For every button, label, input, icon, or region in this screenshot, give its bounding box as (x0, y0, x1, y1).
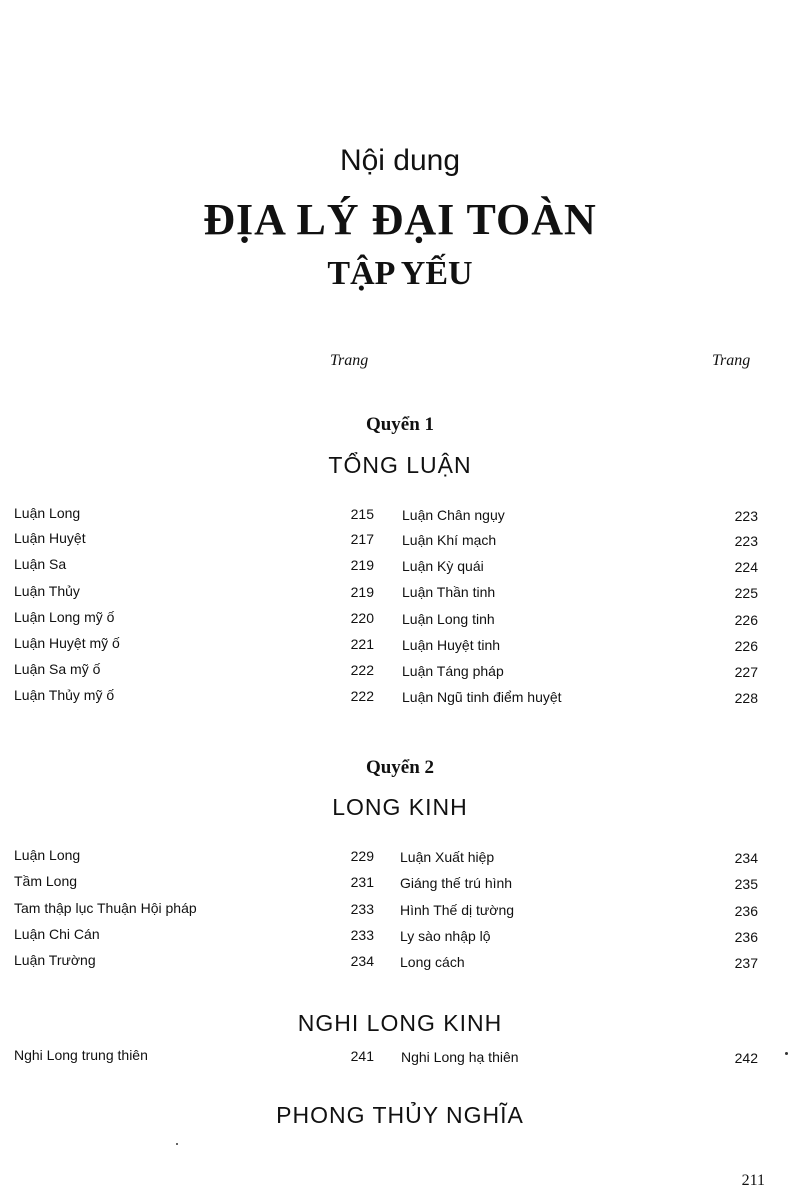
entry-page: 237 (734, 955, 758, 971)
entry-page: 219 (350, 557, 374, 573)
entry-label: Long cách (400, 954, 465, 970)
entry-label: Ly sào nhập lộ (400, 928, 491, 944)
section-title-nghi-long-kinh: NGHI LONG KINH (297, 1010, 503, 1036)
entry-page: 236 (734, 929, 758, 945)
entry-label: Luận Chân ngụy (402, 507, 505, 523)
volume-label-1: Quyển 1 (365, 414, 435, 435)
entry-label: Nghi Long trung thiên (14, 1047, 148, 1063)
entry-label: Luận Long mỹ ố (14, 609, 115, 625)
entry-label: Nghi Long hạ thiên (401, 1049, 519, 1065)
entry-page: 234 (734, 850, 758, 866)
section-title-tong-luan: TỔNG LUẬN (328, 452, 472, 478)
entry-page: 223 (734, 508, 758, 524)
entry-page: 226 (734, 638, 758, 654)
entry-page: 220 (350, 610, 374, 626)
entry-page: 224 (734, 559, 758, 575)
entry-page: 219 (350, 584, 374, 600)
entry-label: Hình Thế dị tường (400, 902, 515, 918)
entry-page: 223 (734, 533, 758, 549)
noi-dung-heading: Nội dung (339, 144, 461, 177)
entry-label: Luận Thủy mỹ ố (14, 687, 115, 703)
entry-page: 241 (350, 1048, 374, 1064)
scan-speck (785, 1052, 788, 1055)
entry-label: Luận Huyệt tinh (402, 637, 501, 653)
entry-label: Luận Chi Cán (14, 926, 100, 942)
entry-page: 215 (350, 506, 374, 522)
entry-label: Luận Long tinh (402, 611, 495, 627)
section-title-long-kinh: LONG KINH (332, 794, 468, 820)
entry-page: 222 (350, 688, 374, 704)
entry-page: 227 (734, 664, 758, 680)
entry-page: 233 (350, 927, 374, 943)
entry-page: 222 (350, 662, 374, 678)
entry-page: 236 (734, 903, 758, 919)
entry-label: Luận Táng pháp (402, 663, 504, 679)
entry-label: Luận Sa (14, 556, 67, 572)
entry-page: 233 (350, 901, 374, 917)
entry-label: Giáng thế trú hình (400, 875, 513, 891)
entry-label: Tam thập lục Thuận Hội pháp (14, 900, 197, 916)
entry-page: 226 (734, 612, 758, 628)
entry-page: 217 (350, 531, 374, 547)
section-title-phong-thuy-nghia: PHONG THỦY NGHĨA (276, 1102, 524, 1128)
trang-label-left: Trang (330, 352, 369, 369)
entry-page: 228 (734, 690, 758, 706)
entry-label: Tầm Long (14, 873, 78, 889)
entry-label: Luận Sa mỹ ố (14, 661, 101, 677)
book-subtitle: TẬP YẾU (327, 255, 473, 292)
entry-page: 225 (734, 585, 758, 601)
entry-page: 235 (734, 876, 758, 892)
entry-label: Luận Long (14, 847, 81, 863)
entry-label: Luận Ngũ tinh điểm huyệt (402, 689, 562, 705)
book-title: ĐỊA LÝ ĐẠI TOÀN (203, 195, 597, 244)
entry-page: 221 (350, 636, 374, 652)
entry-page: 234 (350, 953, 374, 969)
entry-label: Luận Huyệt mỹ ố (14, 635, 120, 651)
entry-page: 231 (350, 874, 374, 890)
entry-label: Luận Long (14, 505, 81, 521)
trang-label-right: Trang (712, 352, 751, 369)
page-number: 211 (741, 1172, 765, 1189)
volume-label-2: Quyển 2 (365, 757, 435, 778)
entry-label: Luận Huyệt (14, 530, 86, 546)
entry-label: Luận Trường (14, 952, 96, 968)
scan-speck (176, 1143, 178, 1145)
entry-page: 242 (734, 1050, 758, 1066)
entry-label: Luận Xuất hiệp (400, 849, 495, 865)
entry-label: Luận Kỳ quái (402, 558, 484, 574)
entry-label: Luận Khí mạch (402, 532, 497, 548)
entry-label: Luận Thần tinh (402, 584, 496, 600)
entry-page: 229 (350, 848, 374, 864)
entry-label: Luận Thủy (14, 583, 80, 599)
